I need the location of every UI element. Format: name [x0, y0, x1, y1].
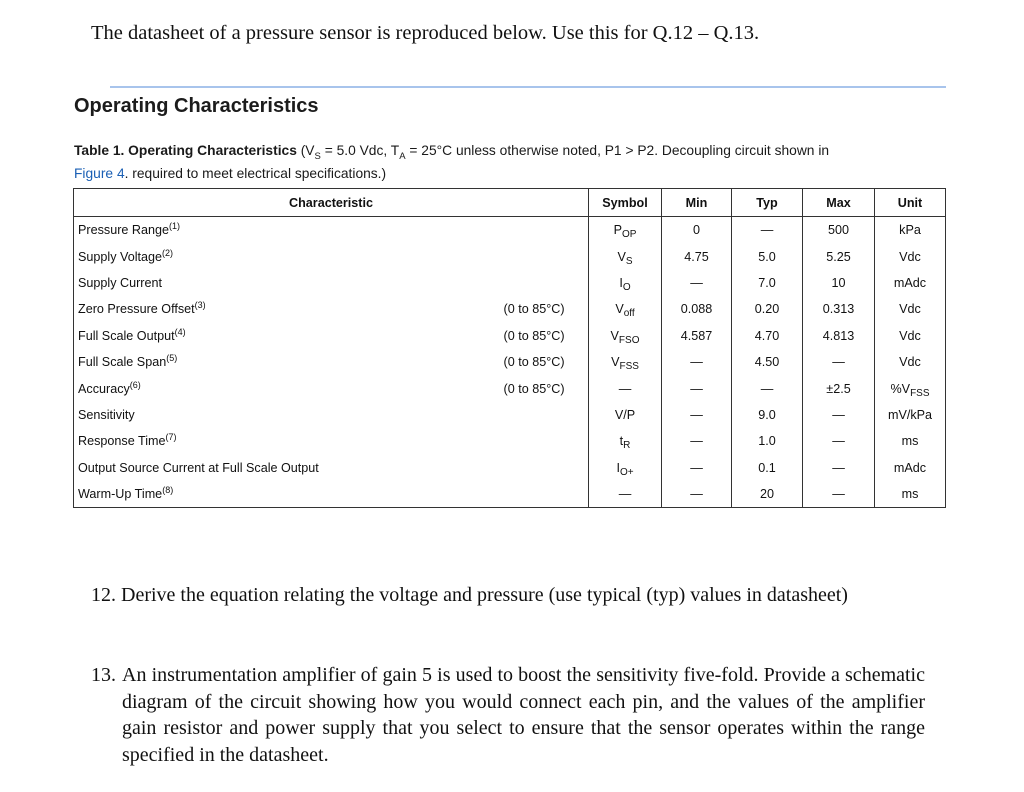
cell-typ: —: [732, 375, 803, 401]
cell-characteristic: Zero Pressure Offset$^{(3)}$: [74, 296, 494, 322]
cell-condition: (0 to 85°C): [494, 375, 589, 401]
cell-unit: ms: [875, 481, 946, 508]
cell-symbol: $V_S$: [589, 243, 662, 269]
cell-max: —: [803, 481, 875, 508]
cell-max: 10: [803, 270, 875, 296]
table-row: [74, 323, 946, 349]
figure-4-link[interactable]: Figure 4: [74, 165, 125, 181]
cell-min: —: [662, 428, 732, 454]
cell-max: 4.813: [803, 323, 875, 349]
table-caption: [74, 142, 944, 182]
cell-min: 0: [662, 217, 732, 244]
caption-text: = 5.0 Vdc, T: [320, 143, 400, 158]
cell-characteristic: Supply Voltage$^{(2)}$: [74, 243, 494, 269]
cell-condition: [494, 243, 589, 269]
cell-unit: kPa: [875, 217, 946, 244]
caption-subscript: S: [314, 150, 321, 162]
table-header-row: [74, 189, 946, 217]
header-typ: Typ: [732, 189, 803, 217]
cell-symbol: $V_{off}$: [589, 296, 662, 322]
cell-characteristic: Full Scale Output$^{(4)}$: [74, 323, 494, 349]
cell-symbol: —: [589, 375, 662, 401]
header-unit: Unit: [875, 189, 946, 217]
cell-min: —: [662, 270, 732, 296]
table-row: [74, 349, 946, 375]
table-row: [74, 296, 946, 322]
cell-unit: Vdc: [875, 296, 946, 322]
cell-condition: [494, 428, 589, 454]
cell-symbol: —: [589, 481, 662, 508]
cell-unit: Vdc: [875, 243, 946, 269]
intro-text: The datasheet of a pressure sensor is reproduced below. Use this for Q.12 – Q.13.: [91, 22, 760, 44]
table-row: [74, 481, 946, 508]
cell-unit: ms: [875, 428, 946, 454]
cell-typ: 7.0: [732, 270, 803, 296]
cell-min: —: [662, 481, 732, 508]
cell-characteristic: Sensitivity: [74, 402, 494, 428]
cell-symbol: $I_O$: [589, 270, 662, 296]
cell-characteristic: Output Source Current at Full Scale Output: [74, 455, 494, 481]
cell-condition: (0 to 85°C): [494, 349, 589, 375]
cell-characteristic: Supply Current: [74, 270, 494, 296]
cell-condition: [494, 402, 589, 428]
header-min: Min: [662, 189, 732, 217]
cell-max: —: [803, 428, 875, 454]
caption-subscript: A: [399, 150, 406, 162]
cell-typ: 0.1: [732, 455, 803, 481]
cell-min: 4.75: [662, 243, 732, 269]
cell-characteristic: Pressure Range$^{(1)}$: [74, 217, 494, 244]
caption-text: (V: [296, 143, 315, 158]
cell-max: —: [803, 455, 875, 481]
question-13-number: 13.: [91, 664, 116, 686]
cell-symbol: $V_{FSS}$: [589, 349, 662, 375]
cell-max: 5.25: [803, 243, 875, 269]
cell-typ: 0.20: [732, 296, 803, 322]
cell-symbol: $I_{O+}$: [589, 455, 662, 481]
table-row: [74, 402, 946, 428]
cell-min: —: [662, 402, 732, 428]
cell-max: 500: [803, 217, 875, 244]
cell-characteristic: Accuracy$^{(6)}$: [74, 375, 494, 401]
table-row: [74, 270, 946, 296]
cell-typ: 1.0: [732, 428, 803, 454]
cell-condition: [494, 270, 589, 296]
cell-max: —: [803, 402, 875, 428]
cell-unit: mV/kPa: [875, 402, 946, 428]
cell-symbol: V/P: [589, 402, 662, 428]
cell-max: 0.313: [803, 296, 875, 322]
cell-min: 0.088: [662, 296, 732, 322]
table-row: [74, 455, 946, 481]
cell-condition: [494, 217, 589, 244]
cell-typ: 9.0: [732, 402, 803, 428]
question-13: [91, 662, 925, 768]
cell-min: —: [662, 455, 732, 481]
section-divider: [110, 86, 946, 88]
header-symbol: Symbol: [589, 189, 662, 217]
caption-label: Table 1. Operating Characteristics: [74, 143, 297, 158]
caption-text: = 25°C unless otherwise noted, P1 > P2. Decoupling circuit shown in: [405, 143, 830, 158]
cell-typ: 4.70: [732, 323, 803, 349]
cell-unit: Vdc: [875, 323, 946, 349]
cell-condition: (0 to 85°C): [494, 296, 589, 322]
cell-unit: mAdc: [875, 270, 946, 296]
header-characteristic: Characteristic: [74, 189, 589, 217]
cell-typ: 20: [732, 481, 803, 508]
cell-condition: (0 to 85°C): [494, 323, 589, 349]
table-row: [74, 428, 946, 454]
question-13-text: An instrumentation amplifier of gain 5 is used to boost the sensitivity five-fold. Provide a schematic diagram of the circuit showing how you would connect each pin, and the values of the amplifier gain resistor and power supply that you select to ensure that the sensor operates within the range specified in the datasheet.: [122, 664, 925, 766]
cell-symbol: $V_{FSO}$: [589, 323, 662, 349]
cell-symbol: $P_{OP}$: [589, 217, 662, 244]
cell-symbol: $t_R$: [589, 428, 662, 454]
cell-condition: [494, 481, 589, 508]
cell-unit: mAdc: [875, 455, 946, 481]
cell-typ: 4.50: [732, 349, 803, 375]
cell-min: —: [662, 349, 732, 375]
cell-unit: Vdc: [875, 349, 946, 375]
cell-characteristic: Response Time$^{(7)}$: [74, 428, 494, 454]
table-row: [74, 243, 946, 269]
cell-max: ±2.5: [803, 375, 875, 401]
cell-characteristic: Warm-Up Time$^{(8)}$: [74, 481, 494, 508]
section-title: Operating Characteristics: [74, 95, 319, 117]
cell-characteristic: Full Scale Span$^{(5)}$: [74, 349, 494, 375]
cell-typ: —: [732, 217, 803, 244]
cell-condition: [494, 455, 589, 481]
cell-typ: 5.0: [732, 243, 803, 269]
caption-text: . required to meet electrical specifications.): [124, 165, 387, 181]
header-max: Max: [803, 189, 875, 217]
table-row: [74, 217, 946, 244]
operating-characteristics-table: [73, 188, 946, 508]
table-row: [74, 375, 946, 401]
cell-unit: $\%V_{FSS}$: [875, 375, 946, 401]
cell-min: 4.587: [662, 323, 732, 349]
cell-max: —: [803, 349, 875, 375]
cell-min: —: [662, 375, 732, 401]
question-12: 12. Derive the equation relating the voltage and pressure (use typical (typ) values in datasheet): [91, 584, 848, 606]
